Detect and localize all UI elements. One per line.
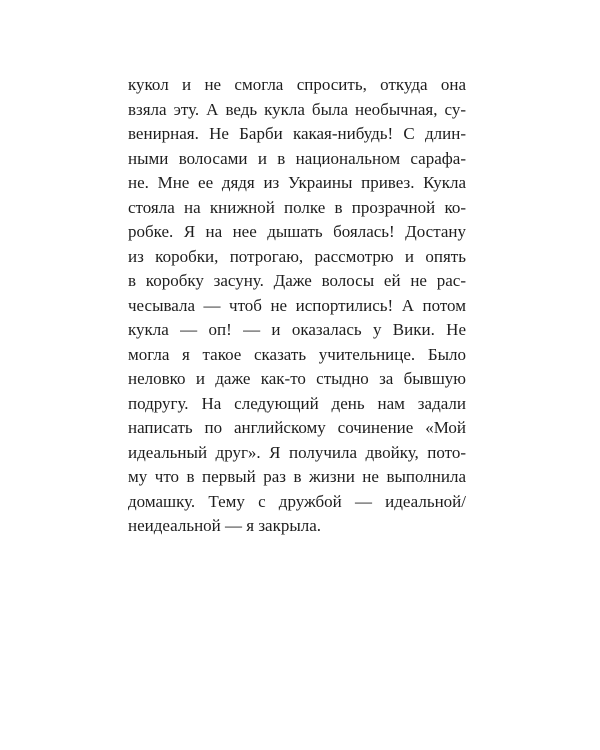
text-line: кукол и не смогла спросить, откуда она: [128, 75, 466, 94]
text-line: идеальный друг». Я получила двойку, пото-: [128, 442, 466, 462]
text-line: взяла эту. А ведь кукла была необычная, су-: [128, 99, 466, 119]
text-line: му что в первый раз в жизни не выполнила: [128, 467, 466, 486]
text-line: неловко и даже как-то стыдно за бывшую: [128, 369, 466, 388]
text-line: подругу. На следующий день нам задали: [128, 393, 466, 413]
text-line: написать по английскому сочинение «Мой: [128, 418, 466, 437]
text-line: чесывала — чтоб не испортились! А потом: [128, 295, 466, 315]
text-line: венирная. Не Барби какая-нибудь! С длин-: [128, 124, 466, 143]
text-line: в коробку засуну. Даже волосы ей не рас-: [128, 271, 466, 290]
text-line: из коробки, потрогаю, рассмотрю и опять: [128, 246, 466, 266]
text-line: кукла — оп! — и оказалась у Вики. Не: [128, 320, 466, 339]
text-line: ными волосами и в национальном сарафа-: [128, 148, 466, 168]
text-line: робке. Я на нее дышать боялась! Достану: [128, 222, 466, 241]
text-line: могла я такое сказать учительнице. Было: [128, 344, 466, 364]
body-text: [128, 73, 466, 539]
text-line: домашку. Тему с дружбой — идеальной/: [128, 491, 466, 511]
text-line: стояла на книжной полке в прозрачной ко-: [128, 197, 466, 217]
text-line: не. Мне ее дядя из Украины привез. Кукла: [128, 173, 466, 192]
text-line-last: неидеальной — я закрыла.: [128, 516, 322, 535]
